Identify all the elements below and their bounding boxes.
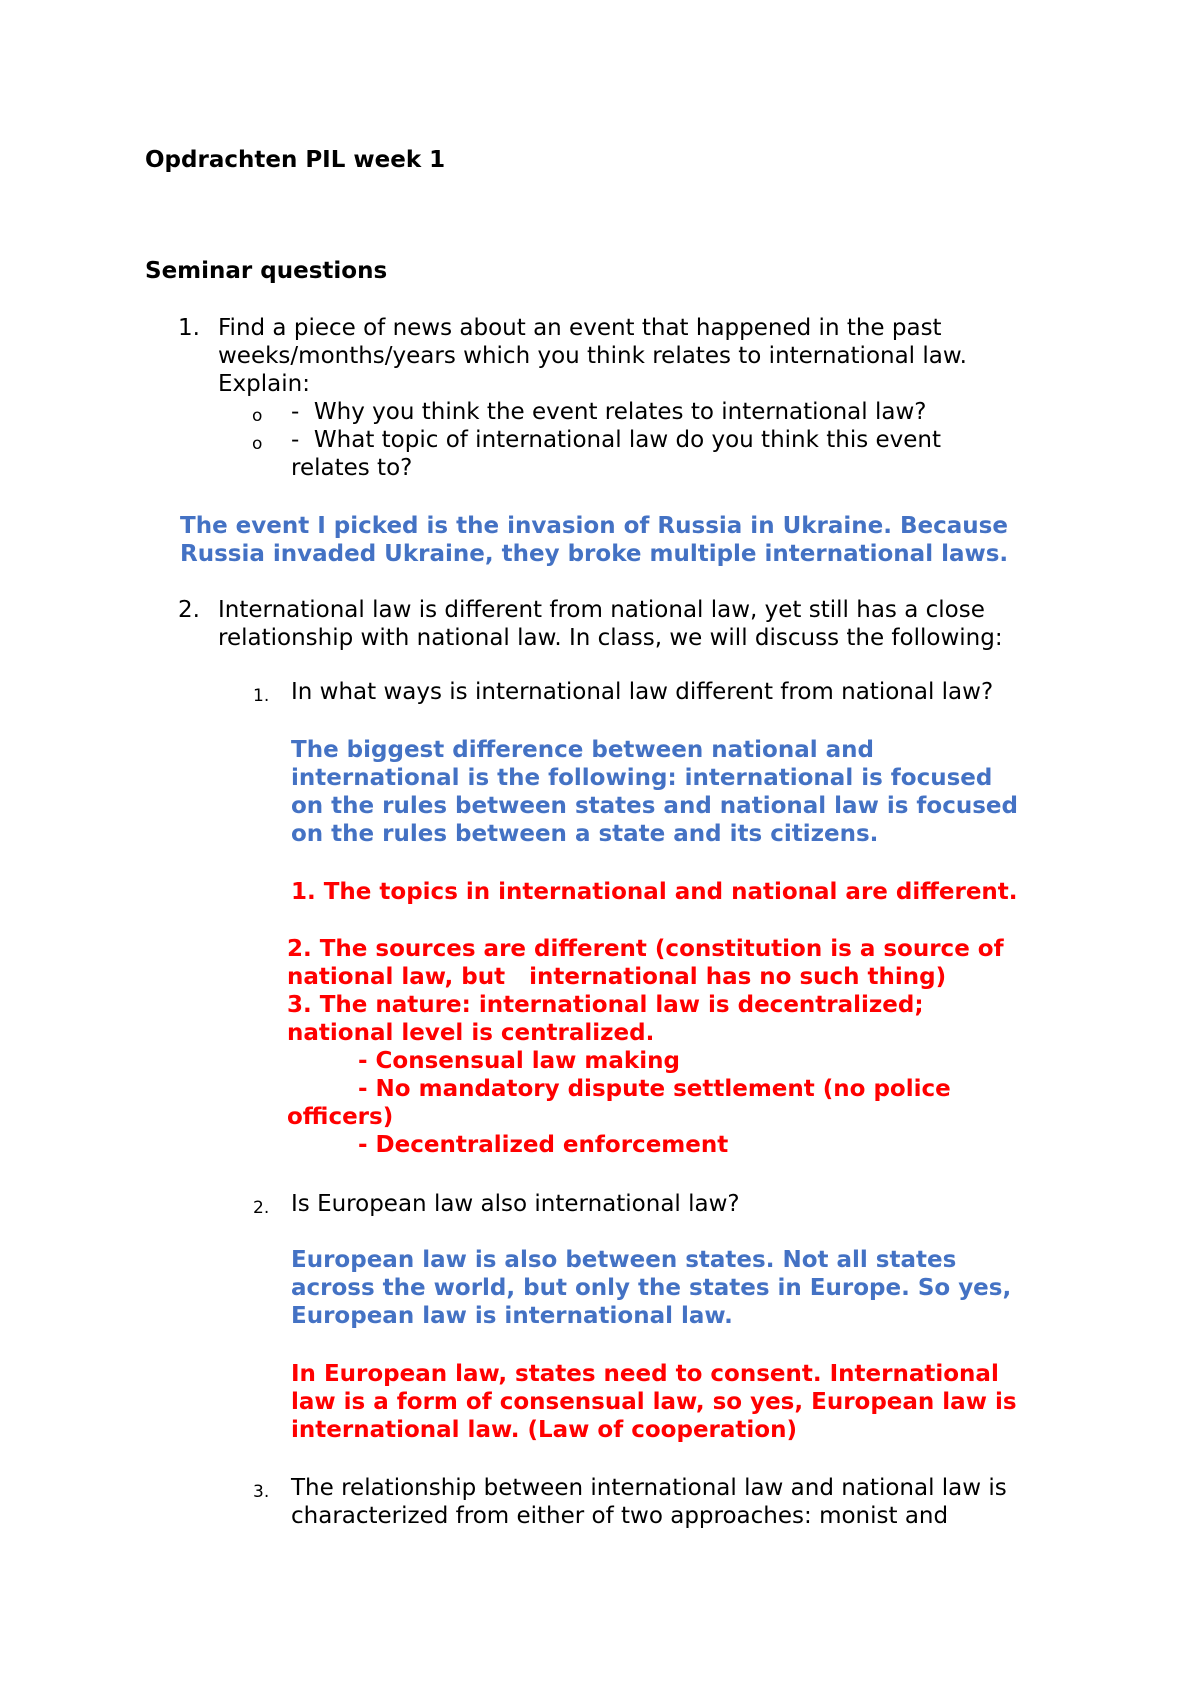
answer-blue-line: international is the following: international is focused	[291, 765, 993, 791]
bullet-text: - What topic of international law do you think this event	[291, 427, 942, 453]
answer-red-item: - Decentralized enforcement	[358, 1132, 729, 1158]
answer-red-line: 2. The sources are different (constitution is a source of	[287, 936, 1004, 962]
answer-red-item: - No mandatory dispute settlement (no police	[358, 1076, 951, 1102]
answer-blue-line: across the world, but only the states in Europe. So yes,	[291, 1275, 1012, 1301]
subquestion-text: characterized from either of two approaches: monist and	[291, 1503, 949, 1529]
answer-red-line: 1. The topics in international and national are different.	[291, 879, 1018, 905]
bullet-text-continued: relates to?	[291, 455, 413, 481]
answer-blue-line: on the rules between a state and its citizens.	[291, 821, 879, 847]
subquestion-number: 1.	[253, 686, 270, 706]
bullet-marker-icon: o	[252, 406, 263, 426]
subquestion-number: 3.	[253, 1482, 270, 1502]
answer-red-line: international law. (Law of cooperation)	[291, 1417, 797, 1443]
bullet-text: - Why you think the event relates to international law?	[291, 399, 927, 425]
answer-red-line: In European law, states need to consent. International	[291, 1361, 999, 1387]
answer-red-line: national law, but international has no such thing)	[287, 964, 947, 990]
answer-blue-line: European law is also between states. Not all states	[291, 1247, 957, 1273]
answer-red-item: - Consensual law making	[358, 1048, 680, 1074]
answer-red-line: national level is centralized.	[287, 1020, 655, 1046]
answer-red-item-continued: officers)	[287, 1104, 394, 1130]
question-text-line: Find a piece of news about an event that happened in the past	[218, 315, 942, 341]
answer-blue-line: European law is international law.	[291, 1303, 733, 1329]
question-number: 2.	[178, 597, 200, 623]
answer-blue-line: The event I picked is the invasion of Russia in Ukraine. Because	[180, 513, 1008, 539]
subquestion-text: The relationship between international law and national law is	[291, 1475, 1007, 1501]
answer-red-line: law is a form of consensual law, so yes, European law is	[291, 1389, 1017, 1415]
bullet-marker-icon: o	[252, 434, 263, 454]
section-heading: Seminar questions	[145, 258, 388, 284]
question-text-line: International law is different from national law, yet still has a close	[218, 597, 985, 623]
subquestion-text: Is European law also international law?	[291, 1191, 740, 1217]
answer-blue-line: on the rules between states and national law is focused	[291, 793, 1018, 819]
answer-red-line: 3. The nature: international law is decentralized;	[287, 992, 924, 1018]
document-title: Opdrachten PIL week 1	[145, 147, 446, 173]
question-text-line: weeks/months/years which you think relates to international law.	[218, 343, 967, 369]
question-text-line: relationship with national law. In class, we will discuss the following:	[218, 625, 1003, 651]
question-text-line: Explain:	[218, 371, 310, 397]
subquestion-number: 2.	[253, 1198, 270, 1218]
answer-blue-line: The biggest difference between national and	[291, 737, 874, 763]
question-number: 1.	[178, 315, 200, 341]
answer-blue-line: Russia invaded Ukraine, they broke multiple international laws.	[180, 541, 1009, 567]
subquestion-text: In what ways is international law different from national law?	[291, 679, 994, 705]
